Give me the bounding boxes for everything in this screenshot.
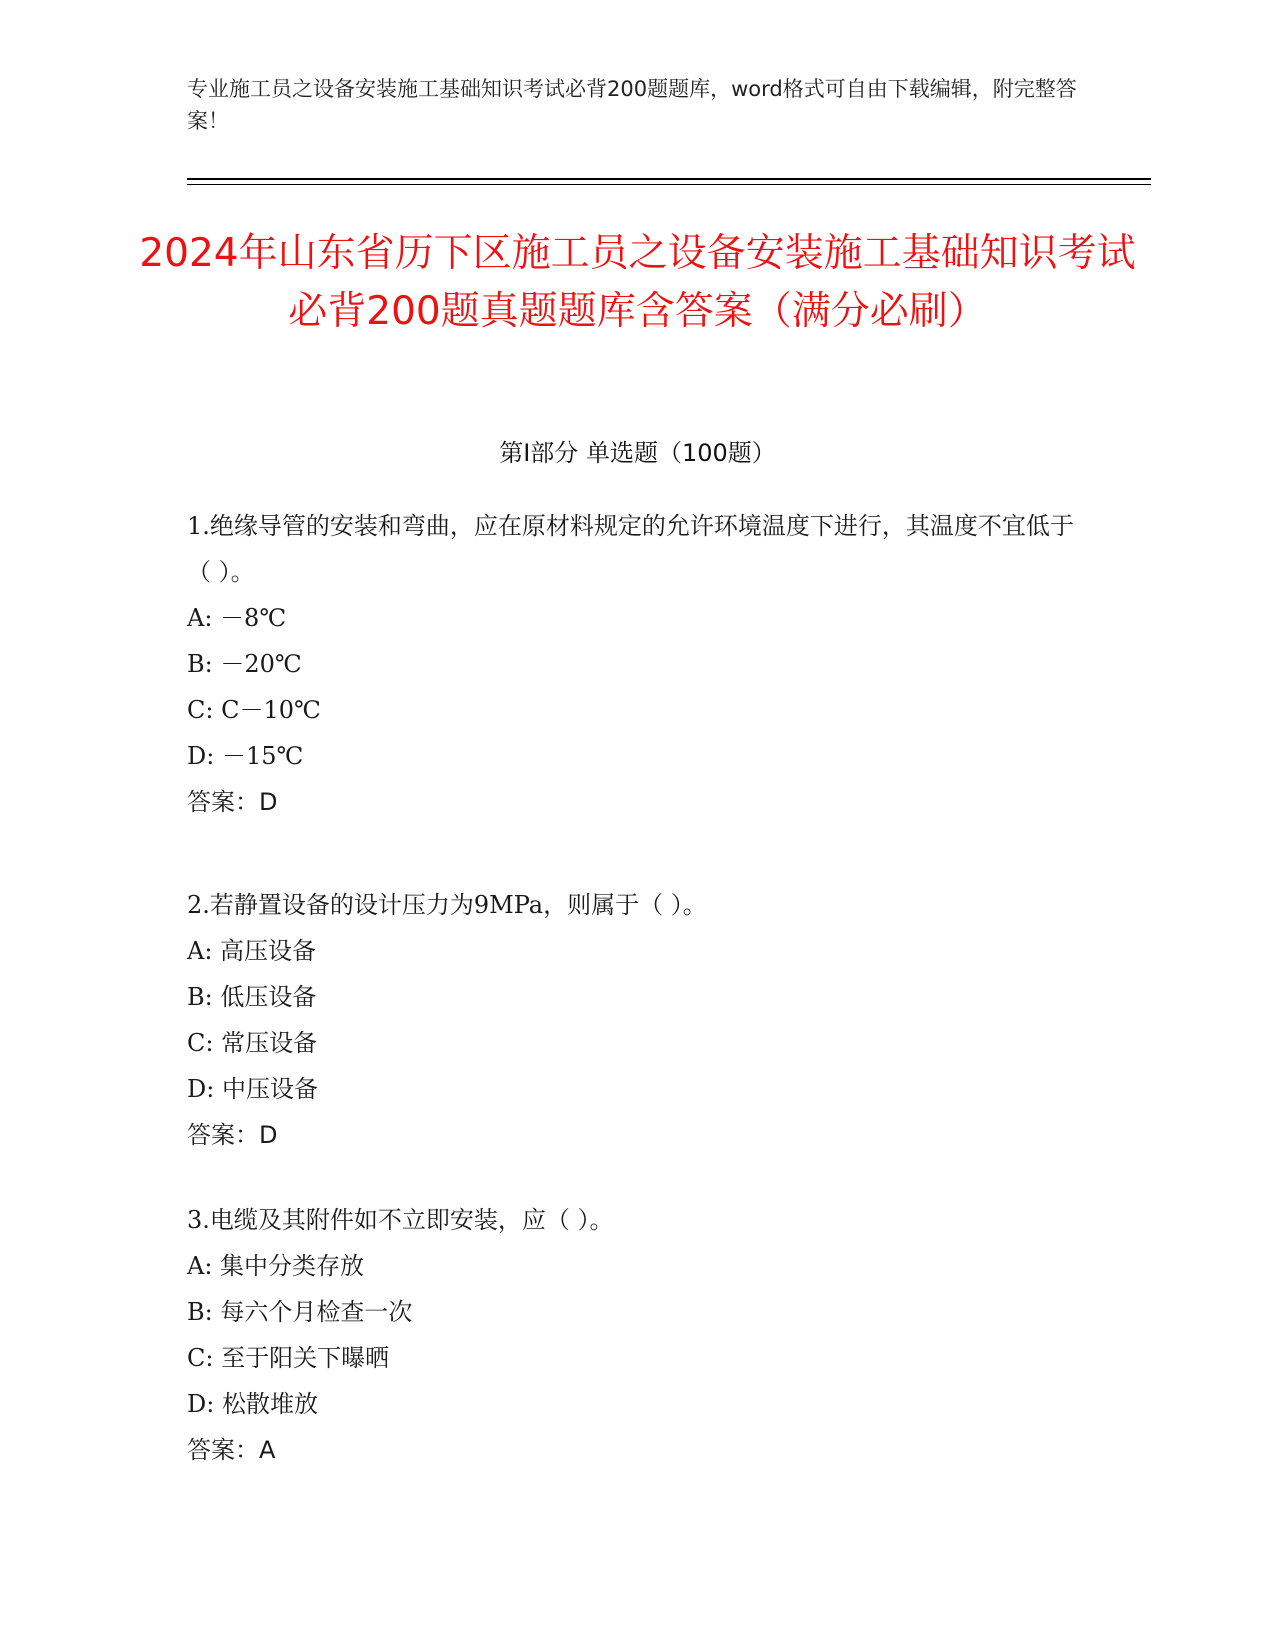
- option-c: C: 至于阳关下曝晒: [187, 1344, 390, 1372]
- option-d: D: －15℃: [187, 742, 304, 770]
- header-rule-thick: [187, 178, 1151, 180]
- option-a: A: 高压设备: [187, 937, 317, 965]
- option-a: A: 集中分类存放: [187, 1252, 365, 1280]
- header-note: 专业施工员之设备安装施工基础知识考试必背200题题库，word格式可自由下载编辑，附完整答案！: [187, 77, 1077, 133]
- option-d: D: 中压设备: [187, 1075, 318, 1103]
- option-c: C: 常压设备: [187, 1029, 318, 1057]
- question-3: [187, 1197, 1087, 1473]
- question-stem: 3.电缆及其附件如不立即安装，应（ ）。: [187, 1206, 614, 1234]
- question-2: [187, 882, 1087, 1158]
- question-stem: 2.若静置设备的设计压力为9MPa，则属于（ ）。: [187, 891, 707, 919]
- answer: 答案：D: [187, 788, 278, 816]
- option-b: B: 每六个月检查一次: [187, 1298, 413, 1326]
- option-c: C: C－10℃: [187, 696, 321, 724]
- answer: 答案：D: [187, 1121, 278, 1149]
- option-b: B: －20℃: [187, 650, 302, 678]
- option-b: B: 低压设备: [187, 983, 317, 1011]
- header-rule-thin: [187, 184, 1151, 185]
- option-d: D: 松散堆放: [187, 1390, 318, 1418]
- option-a: A: －8℃: [187, 604, 287, 632]
- question-1: [187, 503, 1087, 825]
- answer: 答案：A: [187, 1436, 276, 1464]
- section-title: 第I部分 单选题（100题）: [499, 439, 776, 467]
- question-stem: 1.绝缘导管的安装和弯曲，应在原材料规定的允许环境温度下进行，其温度不宜低于（ ）。: [187, 512, 1074, 586]
- document-title: 2024年山东省历下区施工员之设备安装施工基础知识考试必背200题真题题库含答案（满分必刷）: [139, 231, 1136, 334]
